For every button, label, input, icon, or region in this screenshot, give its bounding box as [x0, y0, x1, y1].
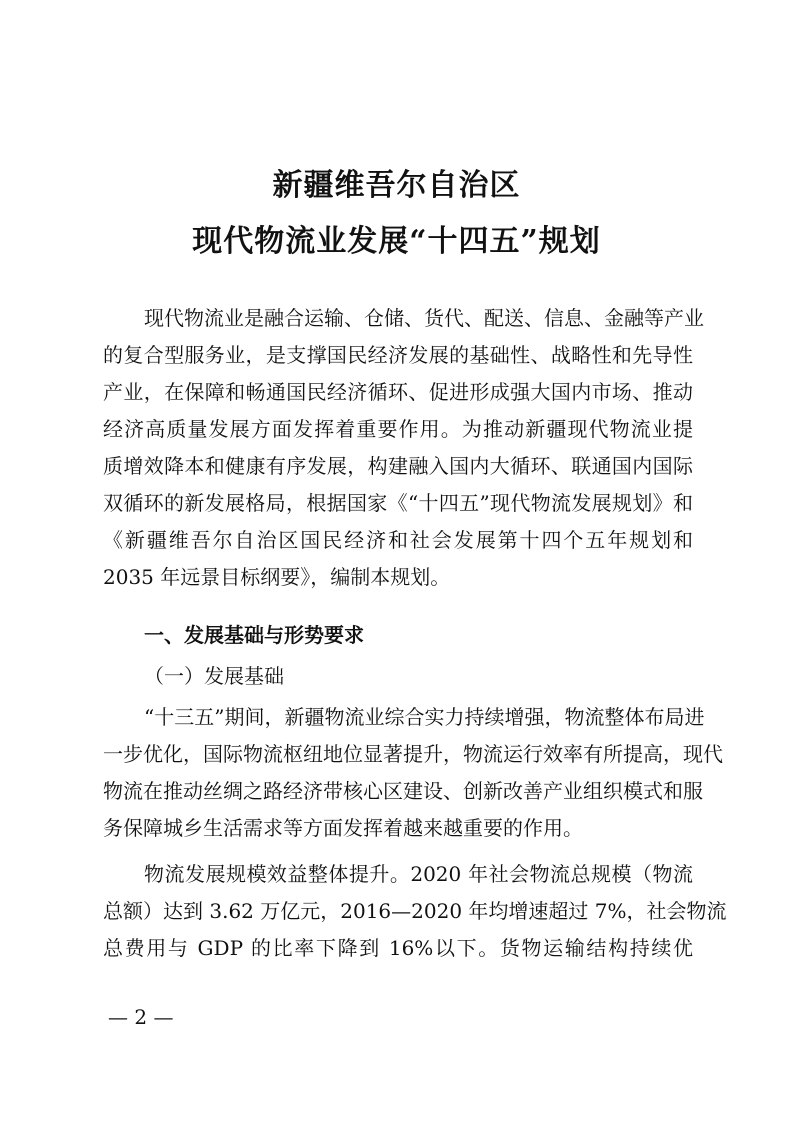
- intro-line: 产业，在保障和畅通国民经济循环、促进形成强大国内市场、推动: [103, 380, 693, 404]
- paragraph-line: 总额）达到 3.62 万亿元，2016—2020 年均增速超过 7%，社会物流: [103, 899, 727, 923]
- intro-line: 双循环的新发展格局，根据国家《“十四五”现代物流发展规划》和: [103, 491, 693, 515]
- section-heading: 一、发展基础与形势要求: [144, 623, 364, 647]
- paragraph-line: 物流发展规模效益整体提升。2020 年社会物流总规模（物流: [144, 862, 693, 886]
- paragraph-line: 物流在推动丝绸之路经济带核心区建设、创新改善产业组织模式和服: [103, 779, 703, 803]
- paragraph-line: “十三五”期间，新疆物流业综合实力持续增强，物流整体布局进: [144, 705, 705, 729]
- intro-line: 现代物流业是融合运输、仓储、货代、配送、信息、金融等产业: [144, 306, 704, 330]
- paragraph-line: 务保障城乡生活需求等方面发挥着越来越重要的作用。: [103, 816, 583, 840]
- page-number: — 2 —: [108, 1005, 174, 1029]
- intro-line: 经济高质量发展方面发挥着重要作用。为推动新疆现代物流业提: [103, 417, 693, 441]
- document-title-line-1: 新疆维吾尔自治区: [272, 168, 521, 203]
- paragraph-line: 总费用与 GDP 的比率下降到 16%以下。货物运输结构持续优: [103, 936, 693, 960]
- intro-line: 的复合型服务业，是支撑国民经济发展的基础性、战略性和先导性: [103, 343, 693, 367]
- subsection-heading: （一）发展基础: [144, 664, 284, 688]
- intro-line: 质增效降本和健康有序发展，构建融入国内大循环、联通国内国际: [103, 454, 693, 478]
- intro-line: 2035 年远景目标纲要》，编制本规划。: [103, 565, 451, 589]
- intro-line: 《新疆维吾尔自治区国民经济和社会发展第十四个五年规划和: [103, 528, 693, 552]
- document-title-line-2: 现代物流业发展“十四五”规划: [192, 224, 601, 259]
- paragraph-line: 一步优化，国际物流枢纽地位显著提升，物流运行效率有所提高，现代: [103, 742, 723, 766]
